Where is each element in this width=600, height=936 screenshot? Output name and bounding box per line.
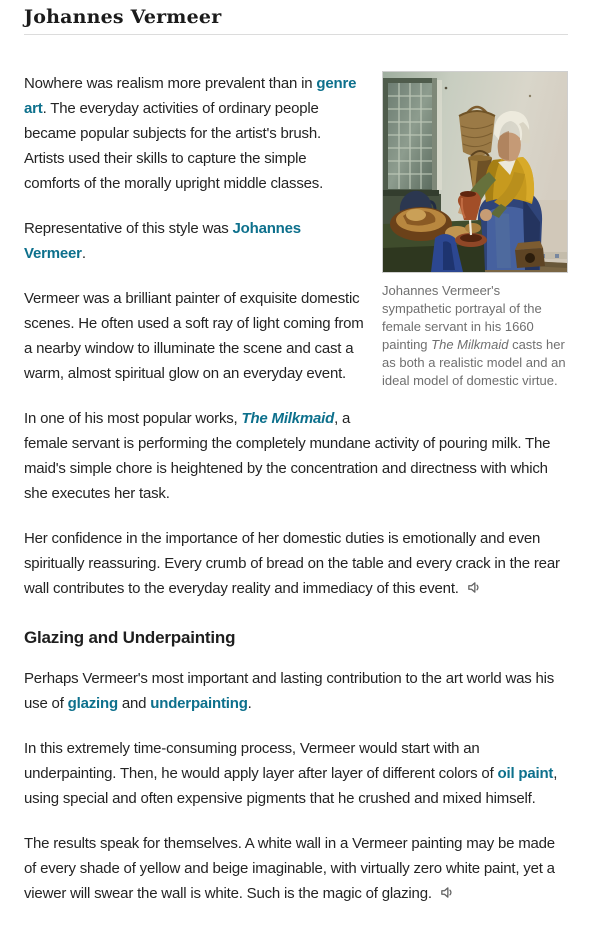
link-the-milkmaid[interactable]: The Milkmaid bbox=[241, 410, 335, 427]
speaker-icon bbox=[466, 579, 483, 596]
audio-play-button[interactable] bbox=[439, 884, 456, 901]
link-johannes-vermeer[interactable]: Johannes Vermeer bbox=[24, 220, 301, 262]
paragraph-text: In this extremely time-consuming process, Vermeer would start with an underpainting. Then, he would apply layer after layer of different colors of bbox=[24, 740, 498, 782]
paragraph-process bbox=[24, 736, 568, 811]
paragraph-text: . bbox=[247, 695, 252, 712]
paragraph-text: Her confidence in the importance of her domestic duties is emotionally and even spiritually reassuring. Every crumb of bread on the table and every crack in the rear wall contributes to the everyday reality and immediacy of this event. bbox=[24, 530, 560, 597]
paragraph-text: , a female servant is performing the completely mundane activity of pouring milk. The maid's simple chore is heightened by the concentration and directness with which she executes her task. bbox=[24, 410, 551, 502]
paragraph-text: The results speak for themselves. A white wall in a Vermeer painting may be made of every shade of yellow and beige imaginable, with virtually zero white paint, yet a viewer will swear the wall is white. Such is the magic of glazing. bbox=[24, 835, 555, 902]
paragraph-text: . bbox=[81, 245, 86, 262]
paragraph-brilliant-painter: Vermeer was a brilliant painter of exquisite domestic scenes. He often used a soft ray of light coming from a nearby window to illuminate the scene and cast a warm, almost spiritual glow on an everyday event. bbox=[24, 290, 364, 382]
figure-caption bbox=[382, 282, 568, 390]
paragraph-contribution bbox=[24, 666, 568, 716]
paragraph-text: Representative of this style was bbox=[24, 220, 233, 237]
article-body bbox=[24, 71, 568, 906]
audio-play-button[interactable] bbox=[466, 579, 483, 596]
milkmaid-figure bbox=[382, 71, 568, 408]
link-oil-paint[interactable]: oil paint bbox=[497, 765, 554, 782]
caption-text: Johannes Vermeer's sympathetic portrayal of the female servant in his 1660 painting bbox=[382, 283, 542, 352]
paragraph-text: and bbox=[117, 695, 151, 712]
link-glazing[interactable]: glazing bbox=[67, 695, 118, 712]
milkmaid-painting-image bbox=[382, 71, 568, 273]
section-heading-glazing: Glazing and Underpainting bbox=[24, 628, 236, 647]
paragraph-text: In one of his most popular works, bbox=[24, 410, 242, 427]
caption-text-end: casts her as both a realistic model and an ideal model of domestic virtue. bbox=[382, 337, 566, 388]
paragraph-text: , using special and often expensive pigments that he crushed and mixed himself. bbox=[24, 765, 558, 807]
paragraph-milkmaid bbox=[24, 406, 568, 506]
link-genre-art[interactable]: genre art bbox=[24, 75, 357, 117]
paragraph-text: . The everyday activities of ordinary people became popular subjects for the artist's brush. Artists used their skills to capture the simple comforts of the morally upright middle classes. bbox=[24, 100, 324, 192]
title-divider bbox=[24, 34, 568, 35]
link-underpainting[interactable]: underpainting bbox=[150, 695, 248, 712]
paragraph-text: Nowhere was realism more prevalent than in bbox=[24, 75, 317, 92]
paragraph-text: Perhaps Vermeer's most important and lasting contribution to the art world was his use of bbox=[24, 670, 555, 712]
milkmaid-painting-illustration bbox=[383, 72, 567, 272]
caption-painting-title: The Milkmaid bbox=[431, 337, 509, 352]
page-title: Johannes Vermeer bbox=[24, 6, 222, 28]
paragraph-results bbox=[24, 831, 568, 906]
speaker-icon bbox=[439, 884, 456, 901]
paragraph-confidence bbox=[24, 526, 568, 601]
